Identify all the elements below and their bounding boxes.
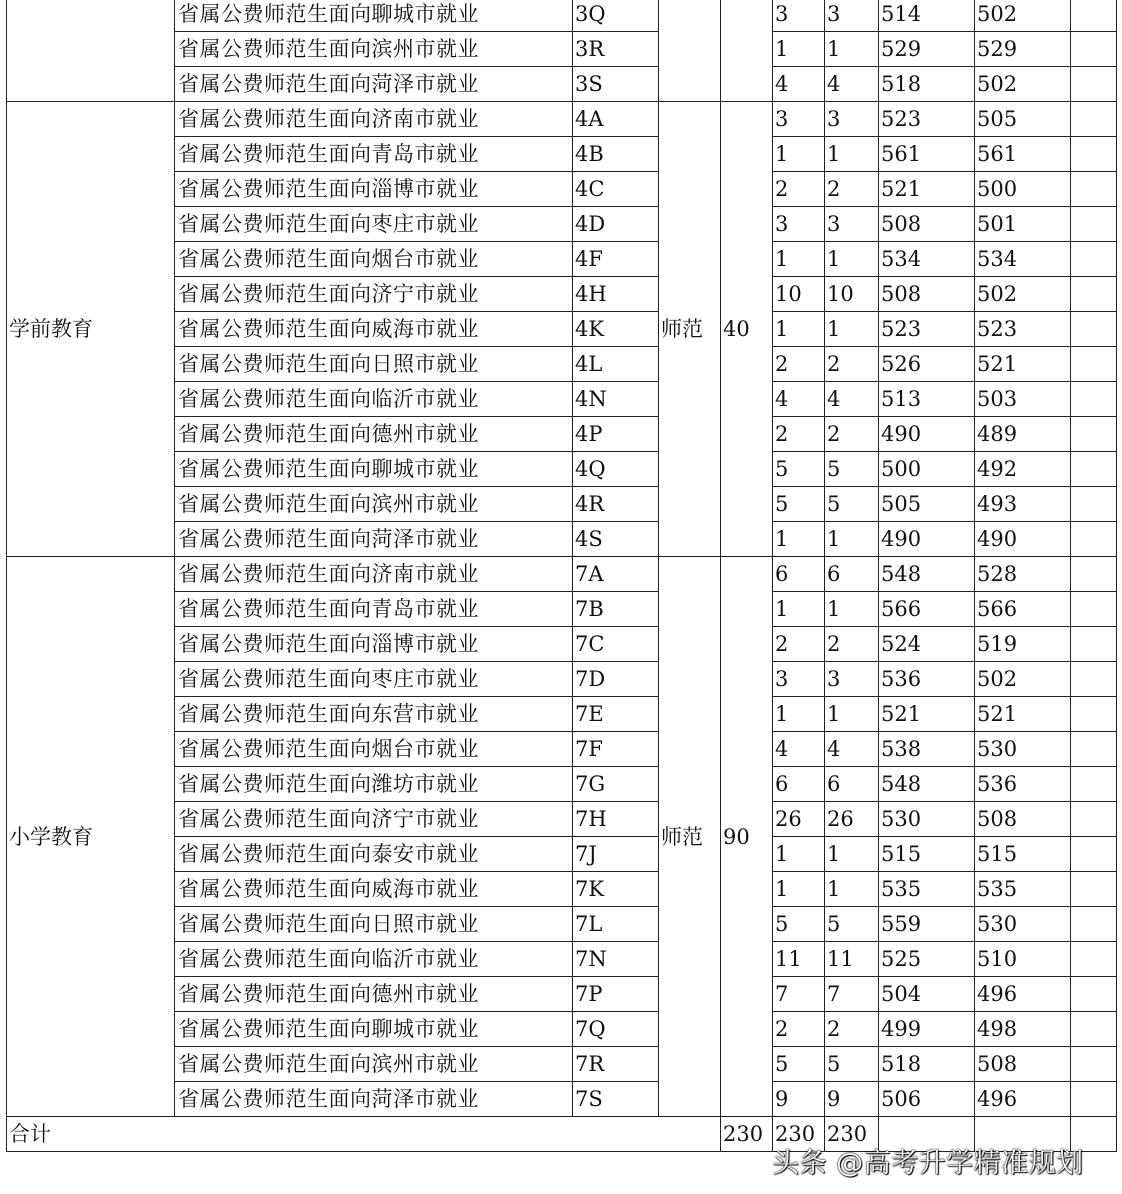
- program-code-cell: 4B: [573, 137, 659, 172]
- max-score-cell: 538: [879, 732, 975, 767]
- empty-cell: [1071, 0, 1117, 32]
- max-score-cell: 561: [879, 137, 975, 172]
- enrolled-count-cell: 7: [773, 977, 825, 1012]
- category-cell: [659, 0, 721, 102]
- enrolled-count-cell: 10: [773, 277, 825, 312]
- empty-cell: [1071, 242, 1117, 277]
- max-score-cell: 518: [879, 67, 975, 102]
- program-code-cell: 3R: [573, 32, 659, 67]
- admitted-count-cell: 11: [825, 942, 879, 977]
- enrolled-count-cell: 2: [773, 347, 825, 382]
- program-name-cell: 省属公费师范生面向济南市就业: [175, 102, 573, 137]
- program-code-cell: 4C: [573, 172, 659, 207]
- program-code-cell: 7C: [573, 627, 659, 662]
- enrolled-count-cell: 11: [773, 942, 825, 977]
- program-code-cell: 7J: [573, 837, 659, 872]
- max-score-cell: 508: [879, 277, 975, 312]
- table-row: [7, 0, 1117, 32]
- min-score-cell: 505: [975, 102, 1071, 137]
- total-admitted-cell: 230: [825, 1117, 879, 1152]
- min-score-cell: 493: [975, 487, 1071, 522]
- max-score-cell: 499: [879, 1012, 975, 1047]
- empty-cell: [1071, 172, 1117, 207]
- program-code-cell: 7E: [573, 697, 659, 732]
- min-score-cell: 502: [975, 277, 1071, 312]
- enrolled-count-cell: 5: [773, 907, 825, 942]
- program-code-cell: 7K: [573, 872, 659, 907]
- empty-cell: [1071, 277, 1117, 312]
- enrolled-count-cell: 4: [773, 67, 825, 102]
- program-name-cell: 省属公费师范生面向菏泽市就业: [175, 522, 573, 557]
- empty-cell: [1071, 67, 1117, 102]
- empty-cell: [1071, 382, 1117, 417]
- min-score-cell: 496: [975, 1082, 1071, 1117]
- empty-cell: [1071, 557, 1117, 592]
- empty-cell: [1071, 627, 1117, 662]
- empty-cell: [1071, 662, 1117, 697]
- admitted-count-cell: 1: [825, 872, 879, 907]
- max-score-cell: 504: [879, 977, 975, 1012]
- program-code-cell: 7G: [573, 767, 659, 802]
- empty-cell: [1071, 592, 1117, 627]
- enrolled-count-cell: 2: [773, 417, 825, 452]
- admitted-count-cell: 5: [825, 1047, 879, 1082]
- program-name-cell: 省属公费师范生面向滨州市就业: [175, 32, 573, 67]
- min-score-cell: 503: [975, 382, 1071, 417]
- empty-cell: [1071, 32, 1117, 67]
- table-body: [7, 0, 1117, 1152]
- max-score-cell: 521: [879, 697, 975, 732]
- program-name-cell: 省属公费师范生面向烟台市就业: [175, 242, 573, 277]
- enrolled-count-cell: 26: [773, 802, 825, 837]
- min-score-cell: 529: [975, 32, 1071, 67]
- program-code-cell: 7B: [573, 592, 659, 627]
- min-score-cell: 566: [975, 592, 1071, 627]
- program-name-cell: 省属公费师范生面向济宁市就业: [175, 277, 573, 312]
- max-score-cell: 523: [879, 102, 975, 137]
- max-score-cell: 548: [879, 767, 975, 802]
- min-score-cell: 515: [975, 837, 1071, 872]
- admitted-count-cell: 5: [825, 907, 879, 942]
- min-score-cell: 530: [975, 732, 1071, 767]
- admitted-count-cell: 6: [825, 557, 879, 592]
- plan-count-cell: 40: [721, 102, 773, 557]
- program-name-cell: 省属公费师范生面向临沂市就业: [175, 382, 573, 417]
- empty-cell: [1071, 1047, 1117, 1082]
- empty-cell: [1071, 767, 1117, 802]
- program-name-cell: 省属公费师范生面向滨州市就业: [175, 1047, 573, 1082]
- admitted-count-cell: 1: [825, 32, 879, 67]
- enrolled-count-cell: 3: [773, 102, 825, 137]
- table-row: [7, 557, 1117, 592]
- program-name-cell: 省属公费师范生面向淄博市就业: [175, 172, 573, 207]
- min-score-cell: 496: [975, 977, 1071, 1012]
- program-name-cell: 省属公费师范生面向济南市就业: [175, 557, 573, 592]
- program-name-cell: 省属公费师范生面向青岛市就业: [175, 137, 573, 172]
- min-score-cell: 502: [975, 67, 1071, 102]
- admitted-count-cell: 2: [825, 627, 879, 662]
- admitted-count-cell: 4: [825, 732, 879, 767]
- total-plan-cell: 230: [721, 1117, 773, 1152]
- empty-cell: [1071, 732, 1117, 767]
- empty-cell: [1071, 312, 1117, 347]
- max-score-cell: 505: [879, 487, 975, 522]
- table-row: [7, 102, 1117, 137]
- category-cell: 师范: [659, 557, 721, 1117]
- admitted-count-cell: 4: [825, 382, 879, 417]
- admitted-count-cell: 2: [825, 417, 879, 452]
- major-cell: 学前教育: [7, 102, 175, 557]
- enrolled-count-cell: 9: [773, 1082, 825, 1117]
- admitted-count-cell: 3: [825, 0, 879, 32]
- admission-score-table: [6, 0, 1117, 1152]
- program-code-cell: 3S: [573, 67, 659, 102]
- min-score-cell: 490: [975, 522, 1071, 557]
- empty-cell: [1071, 487, 1117, 522]
- max-score-cell: 525: [879, 942, 975, 977]
- min-score-cell: 502: [975, 662, 1071, 697]
- program-code-cell: 4D: [573, 207, 659, 242]
- admitted-count-cell: 1: [825, 697, 879, 732]
- total-enrolled-cell: 230: [773, 1117, 825, 1152]
- enrolled-count-cell: 2: [773, 627, 825, 662]
- max-score-cell: 529: [879, 32, 975, 67]
- enrolled-count-cell: 1: [773, 522, 825, 557]
- max-score-cell: 518: [879, 1047, 975, 1082]
- enrolled-count-cell: 3: [773, 0, 825, 32]
- max-score-cell: 515: [879, 837, 975, 872]
- max-score-cell: 566: [879, 592, 975, 627]
- program-code-cell: 4R: [573, 487, 659, 522]
- admitted-count-cell: 3: [825, 662, 879, 697]
- enrolled-count-cell: 1: [773, 137, 825, 172]
- program-name-cell: 省属公费师范生面向威海市就业: [175, 312, 573, 347]
- max-score-cell: 523: [879, 312, 975, 347]
- max-score-cell: 535: [879, 872, 975, 907]
- enrolled-count-cell: 1: [773, 837, 825, 872]
- enrolled-count-cell: 1: [773, 32, 825, 67]
- min-score-cell: 535: [975, 872, 1071, 907]
- program-code-cell: 7R: [573, 1047, 659, 1082]
- min-score-cell: 489: [975, 417, 1071, 452]
- admitted-count-cell: 1: [825, 522, 879, 557]
- empty-cell: [1071, 417, 1117, 452]
- min-score-cell: 521: [975, 697, 1071, 732]
- program-code-cell: 4L: [573, 347, 659, 382]
- min-score-cell: 501: [975, 207, 1071, 242]
- max-score-cell: 534: [879, 242, 975, 277]
- admitted-count-cell: 5: [825, 452, 879, 487]
- program-code-cell: 4N: [573, 382, 659, 417]
- admitted-count-cell: 2: [825, 1012, 879, 1047]
- enrolled-count-cell: 1: [773, 312, 825, 347]
- program-name-cell: 省属公费师范生面向威海市就业: [175, 872, 573, 907]
- program-name-cell: 省属公费师范生面向聊城市就业: [175, 1012, 573, 1047]
- program-name-cell: 省属公费师范生面向日照市就业: [175, 347, 573, 382]
- enrolled-count-cell: 6: [773, 767, 825, 802]
- program-code-cell: 7F: [573, 732, 659, 767]
- program-code-cell: 4F: [573, 242, 659, 277]
- program-name-cell: 省属公费师范生面向临沂市就业: [175, 942, 573, 977]
- min-score-cell: 530: [975, 907, 1071, 942]
- min-score-cell: 519: [975, 627, 1071, 662]
- admitted-count-cell: 4: [825, 67, 879, 102]
- empty-cell: [1071, 522, 1117, 557]
- admitted-count-cell: 3: [825, 207, 879, 242]
- empty-cell: [1071, 347, 1117, 382]
- program-code-cell: 4A: [573, 102, 659, 137]
- plan-count-cell: [721, 0, 773, 102]
- admitted-count-cell: 6: [825, 767, 879, 802]
- max-score-cell: 524: [879, 627, 975, 662]
- program-name-cell: 省属公费师范生面向淄博市就业: [175, 627, 573, 662]
- program-name-cell: 省属公费师范生面向东营市就业: [175, 697, 573, 732]
- max-score-cell: 490: [879, 522, 975, 557]
- admitted-count-cell: 1: [825, 137, 879, 172]
- max-score-cell: 508: [879, 207, 975, 242]
- max-score-cell: 506: [879, 1082, 975, 1117]
- min-score-cell: 500: [975, 172, 1071, 207]
- program-code-cell: 7L: [573, 907, 659, 942]
- admitted-count-cell: 1: [825, 242, 879, 277]
- max-score-cell: 536: [879, 662, 975, 697]
- program-code-cell: 4K: [573, 312, 659, 347]
- program-code-cell: 7N: [573, 942, 659, 977]
- admitted-count-cell: 26: [825, 802, 879, 837]
- empty-cell: [1071, 137, 1117, 172]
- empty-cell: [1071, 872, 1117, 907]
- enrolled-count-cell: 5: [773, 1047, 825, 1082]
- admitted-count-cell: 1: [825, 312, 879, 347]
- empty-cell: [1071, 1012, 1117, 1047]
- admitted-count-cell: 1: [825, 837, 879, 872]
- empty-cell: [1071, 697, 1117, 732]
- admitted-count-cell: 1: [825, 592, 879, 627]
- program-name-cell: 省属公费师范生面向菏泽市就业: [175, 1082, 573, 1117]
- program-name-cell: 省属公费师范生面向德州市就业: [175, 977, 573, 1012]
- empty-cell: [1071, 452, 1117, 487]
- min-score-cell: 523: [975, 312, 1071, 347]
- max-score-cell: 526: [879, 347, 975, 382]
- enrolled-count-cell: 2: [773, 1012, 825, 1047]
- total-label-cell: 合计: [7, 1117, 721, 1152]
- min-score-cell: 508: [975, 802, 1071, 837]
- enrolled-count-cell: 4: [773, 732, 825, 767]
- program-name-cell: 省属公费师范生面向滨州市就业: [175, 487, 573, 522]
- enrolled-count-cell: 5: [773, 452, 825, 487]
- admitted-count-cell: 2: [825, 347, 879, 382]
- program-code-cell: 3Q: [573, 0, 659, 32]
- min-score-cell: 492: [975, 452, 1071, 487]
- program-name-cell: 省属公费师范生面向济宁市就业: [175, 802, 573, 837]
- enrolled-count-cell: 1: [773, 872, 825, 907]
- program-name-cell: 省属公费师范生面向青岛市就业: [175, 592, 573, 627]
- admitted-count-cell: 7: [825, 977, 879, 1012]
- min-score-cell: 536: [975, 767, 1071, 802]
- enrolled-count-cell: 1: [773, 697, 825, 732]
- enrolled-count-cell: 3: [773, 662, 825, 697]
- program-code-cell: 7D: [573, 662, 659, 697]
- empty-cell: [1071, 207, 1117, 242]
- empty-cell: [1071, 802, 1117, 837]
- program-name-cell: 省属公费师范生面向烟台市就业: [175, 732, 573, 767]
- max-score-cell: 521: [879, 172, 975, 207]
- min-score-cell: 498: [975, 1012, 1071, 1047]
- min-score-cell: 508: [975, 1047, 1071, 1082]
- program-name-cell: 省属公费师范生面向泰安市就业: [175, 837, 573, 872]
- program-name-cell: 省属公费师范生面向聊城市就业: [175, 0, 573, 32]
- max-score-cell: 514: [879, 0, 975, 32]
- enrolled-count-cell: 3: [773, 207, 825, 242]
- program-name-cell: 省属公费师范生面向菏泽市就业: [175, 67, 573, 102]
- program-code-cell: 7A: [573, 557, 659, 592]
- min-score-cell: 561: [975, 137, 1071, 172]
- empty-cell: [1071, 907, 1117, 942]
- min-score-cell: 528: [975, 557, 1071, 592]
- program-code-cell: 4H: [573, 277, 659, 312]
- program-code-cell: 7Q: [573, 1012, 659, 1047]
- enrolled-count-cell: 6: [773, 557, 825, 592]
- program-name-cell: 省属公费师范生面向聊城市就业: [175, 452, 573, 487]
- program-code-cell: 7P: [573, 977, 659, 1012]
- category-cell: 师范: [659, 102, 721, 557]
- admitted-count-cell: 9: [825, 1082, 879, 1117]
- empty-cell: [1071, 837, 1117, 872]
- min-score-cell: 510: [975, 942, 1071, 977]
- max-score-cell: 513: [879, 382, 975, 417]
- min-score-cell: 502: [975, 0, 1071, 32]
- enrolled-count-cell: 1: [773, 592, 825, 627]
- admitted-count-cell: 10: [825, 277, 879, 312]
- empty-cell: [1071, 1082, 1117, 1117]
- program-name-cell: 省属公费师范生面向枣庄市就业: [175, 207, 573, 242]
- empty-cell: [1071, 977, 1117, 1012]
- empty-cell: [1071, 102, 1117, 137]
- program-code-cell: 7S: [573, 1082, 659, 1117]
- enrolled-count-cell: 1: [773, 242, 825, 277]
- major-cell: 小学教育: [7, 557, 175, 1117]
- enrolled-count-cell: 5: [773, 487, 825, 522]
- max-score-cell: 490: [879, 417, 975, 452]
- major-cell: [7, 0, 175, 102]
- enrolled-count-cell: 2: [773, 172, 825, 207]
- min-score-cell: 534: [975, 242, 1071, 277]
- program-code-cell: 4P: [573, 417, 659, 452]
- program-code-cell: 4S: [573, 522, 659, 557]
- max-score-cell: 500: [879, 452, 975, 487]
- program-name-cell: 省属公费师范生面向德州市就业: [175, 417, 573, 452]
- empty-cell: [1071, 942, 1117, 977]
- max-score-cell: 530: [879, 802, 975, 837]
- plan-count-cell: 90: [721, 557, 773, 1117]
- max-score-cell: 559: [879, 907, 975, 942]
- program-name-cell: 省属公费师范生面向日照市就业: [175, 907, 573, 942]
- admitted-count-cell: 3: [825, 102, 879, 137]
- enrolled-count-cell: 4: [773, 382, 825, 417]
- program-code-cell: 7H: [573, 802, 659, 837]
- program-code-cell: 4Q: [573, 452, 659, 487]
- admitted-count-cell: 5: [825, 487, 879, 522]
- watermark-text: 头条 @高考升学精准规划: [772, 1148, 1084, 1179]
- admitted-count-cell: 2: [825, 172, 879, 207]
- program-name-cell: 省属公费师范生面向枣庄市就业: [175, 662, 573, 697]
- min-score-cell: 521: [975, 347, 1071, 382]
- program-name-cell: 省属公费师范生面向潍坊市就业: [175, 767, 573, 802]
- max-score-cell: 548: [879, 557, 975, 592]
